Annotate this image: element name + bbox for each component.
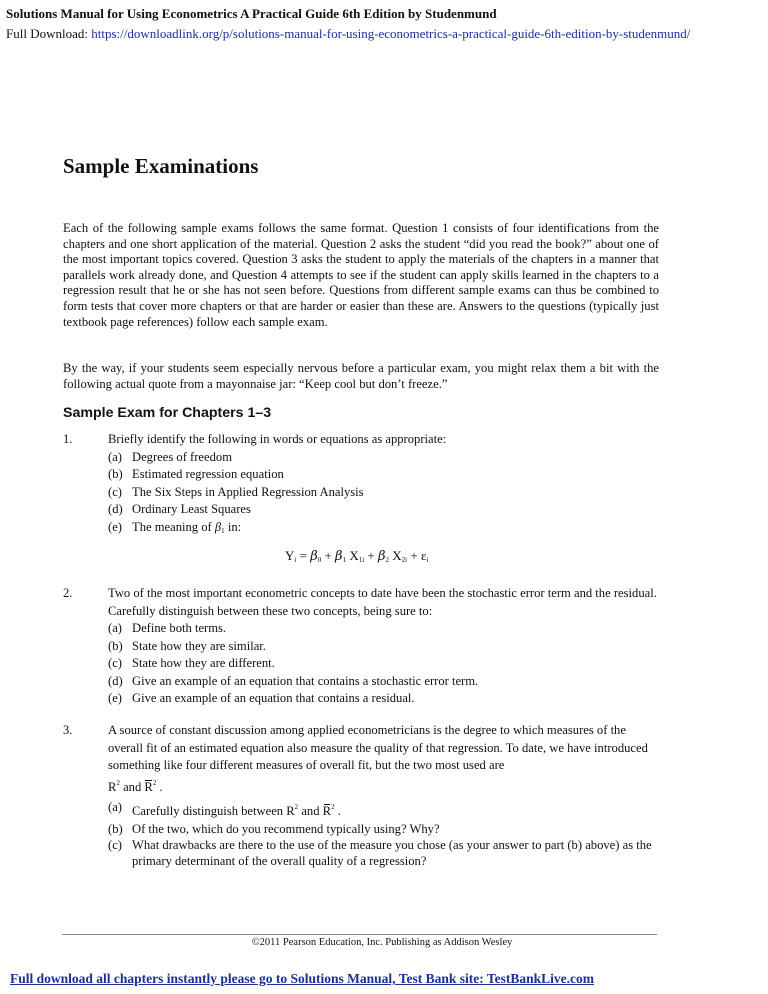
intro-text-1: Each of the following sample exams follows the same format. Question 1 consists of four identifications from the chapters and one short application of the material. Question 2 asks the student “did you read the book?” about one of the most important topics covered. Question 3 asks the student to apply the materials of the chapters in a manner that parallels work already done, and Question 4 attempts to see if the student can apply skills learned in the chapters to a regression result that he or she has not seen before. Questions from different sample exams can thus be combined to form tests that cover more chapters or that are harder or easier than these are. Answers to the questions (typically just textbook page references) follow each sample exam. bbox=[63, 221, 659, 329]
list-item: (d) Ordinary Least Squares bbox=[108, 502, 251, 516]
question-number: 1. bbox=[63, 432, 73, 446]
footer-divider bbox=[62, 934, 657, 935]
intro-paragraph-1 bbox=[63, 221, 659, 330]
question-number: 3. bbox=[63, 723, 73, 737]
list-item: (a) Define both terms. bbox=[108, 621, 227, 635]
question-items bbox=[108, 799, 663, 869]
question-2 bbox=[63, 585, 663, 708]
regression-equation: $Y_i = \beta_0 + \beta_1$ $X_{1i} + \beta_2$ $X_{2i} + \varepsilon_i$ bbox=[285, 548, 429, 564]
question-1 bbox=[63, 431, 663, 540]
page-title: Sample Examinations bbox=[63, 154, 259, 178]
list-item: (b) State how they are similar. bbox=[108, 638, 266, 653]
intro-paragraph-2 bbox=[63, 361, 659, 392]
list-item: (a) Degrees of freedom bbox=[108, 449, 232, 464]
section-title: Sample Exam for Chapters 1–3 bbox=[63, 405, 272, 421]
copyright: ©2011 Pearson Education, Inc. Publishing as Addison Wesley bbox=[251, 937, 513, 948]
question-stem: A source of constant discussion among applied econometricians is the degree to which measures of the overall fit of an estimated equation also measure the quality of that regression. To date, we have introduced something like four different measures of overall fit, but the two most used are $R^2$ and $R^2$ . bbox=[108, 722, 663, 796]
list-item: (d) Give an example of an equation that contains a stochastic error term. bbox=[108, 673, 479, 688]
banner-title: Solutions Manual for Using Econometrics A Practical Guide 6th Edition by Studenmund bbox=[6, 6, 497, 21]
list-item: (a) Carefully distinguish between $R^2$ and $R^2$ . bbox=[108, 799, 663, 821]
download-link[interactable]: https://downloadlink.org/p/solutions-manual-for-using-econometrics-a-practical-guide-6th-edition-by-studenmund/ bbox=[91, 26, 691, 41]
list-item: (c) What drawbacks are there to the use of the measure you chose (as your answer to part (b) above) as the primary determinant of the overall quality of a regression? bbox=[108, 838, 652, 868]
bottom-download-link[interactable]: Full download all chapters instantly please go to Solutions Manual, Test Bank site: TestBankLive.com bbox=[10, 971, 594, 986]
beta-symbol: β bbox=[214, 519, 222, 534]
list-item: (b) Estimated regression equation bbox=[108, 467, 284, 481]
download-label: Full Download: bbox=[6, 26, 88, 41]
list-item: (c) The Six Steps in Applied Regression Analysis bbox=[108, 484, 364, 499]
question-items bbox=[108, 449, 663, 541]
r-bar-squared: R bbox=[144, 779, 152, 797]
list-item: (e) The meaning of $\beta_1$ in: bbox=[108, 519, 242, 535]
question-stem: Briefly identify the following in words or equations as appropriate: bbox=[108, 432, 447, 446]
list-item: (e) Give an example of an equation that contains a residual. bbox=[108, 691, 415, 705]
list-item: (b) Of the two, which do you recommend typically using? Why? bbox=[108, 821, 440, 836]
question-3 bbox=[63, 722, 663, 869]
intro-text-2: By the way, if your students seem especially nervous before a particular exam, you might relax them a bit with the following actual quote from a mayonnaise jar: “Keep cool but don’t freeze.” bbox=[63, 361, 659, 391]
list-item: (c) State how they are different. bbox=[108, 656, 275, 670]
question-number: 2. bbox=[63, 586, 73, 600]
question-items bbox=[108, 620, 663, 708]
download-line bbox=[6, 26, 690, 42]
question-stem: Two of the most important econometric concepts to date have been the stochastic error term and the residual. Carefully distinguish between these two concepts, being sure to: bbox=[108, 586, 657, 618]
